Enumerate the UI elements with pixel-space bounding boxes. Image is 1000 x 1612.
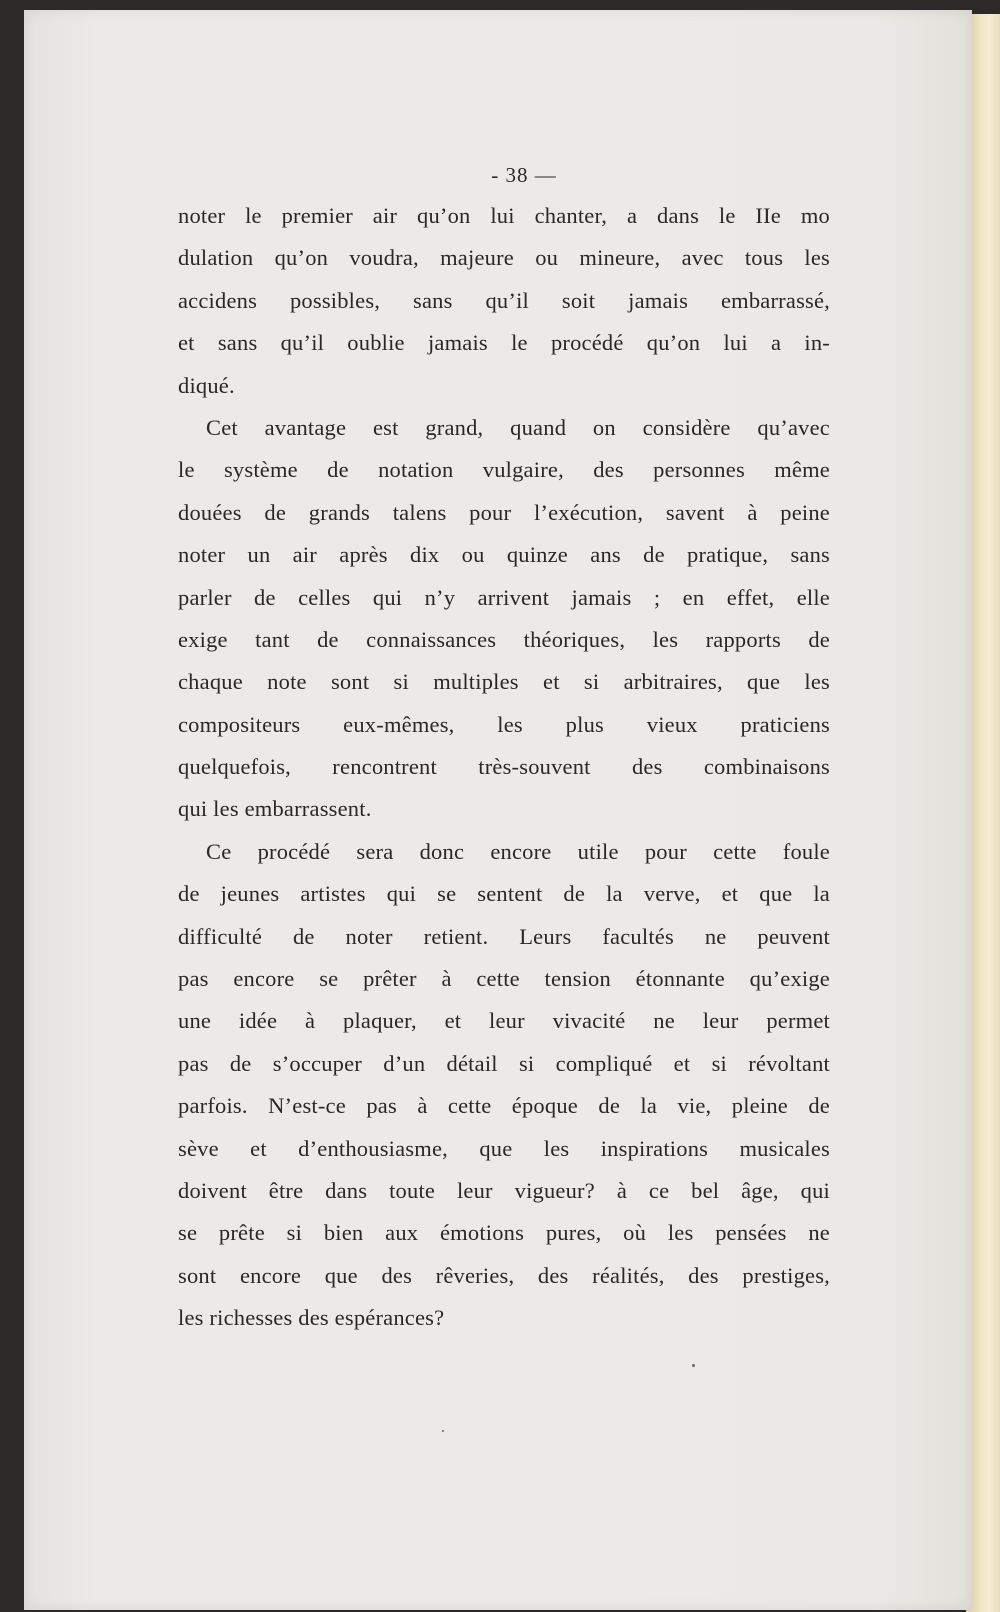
text-line: noter un air après dix ou quinze ans de pratique, sans [178, 542, 830, 568]
text-line: sont encore que des rêveries, des réalités, des prestiges, [178, 1262, 830, 1288]
text-line: compositeurs eux-mêmes, les plus vieux praticiens [178, 711, 830, 737]
text-line: noter le premier air qu’on lui chanter, a dans le IIe mo [178, 203, 830, 228]
text-line: parler de celles qui n’y arrivent jamais ; en effet, elle [178, 584, 830, 610]
paragraph [178, 831, 830, 1340]
text-line: parfois. N’est-ce pas à cette époque de la vie, pleine de [178, 1093, 830, 1119]
text-line: Cet avantage est grand, quand on considère qu’avec [206, 414, 830, 440]
text-line: douées de grands talens pour l’exécution, savent à peine [178, 499, 830, 525]
paper-speck [442, 1430, 444, 1432]
text-line: doivent être dans toute leur vigueur? à ce bel âge, qui [178, 1177, 830, 1203]
body-text [178, 195, 830, 1340]
paragraph [178, 195, 830, 407]
text-line: le système de notation vulgaire, des personnes même [178, 457, 830, 483]
text-line: une idée à plaquer, et leur vivacité ne leur permet [178, 1008, 830, 1034]
text-line: accidens possibles, sans qu’il soit jamais embarrassé, [178, 287, 830, 313]
text-line: dulation qu’on voudra, majeure ou mineure, avec tous les [178, 245, 830, 271]
text-line: quelquefois, rencontrent très-souvent des combinaisons [178, 754, 830, 780]
text-line: les richesses des espérances? [178, 1305, 445, 1331]
page-text [178, 155, 830, 1340]
text-line: exige tant de connaissances théoriques, les rapports de [178, 626, 830, 652]
text-line: de jeunes artistes qui se sentent de la verve, et que la [178, 881, 830, 907]
text-line: pas de s’occuper d’un détail si compliqué et si révoltant [178, 1050, 830, 1076]
text-line: qui les embarrassent. [178, 796, 372, 822]
text-line: pas encore se prêter à cette tension étonnante qu’exige [178, 966, 830, 992]
text-line: Ce procédé sera donc encore utile pour cette foule [206, 838, 830, 864]
paper-speck [692, 1364, 695, 1367]
text-line: sève et d’enthousiasme, que les inspirations musicales [178, 1135, 830, 1161]
page-number: - 38 — [491, 163, 557, 187]
text-line: chaque note sont si multiples et si arbitraires, que les [178, 669, 830, 695]
text-line: et sans qu’il oublie jamais le procédé qu’on lui a in- [178, 330, 830, 356]
paragraph [178, 407, 830, 831]
text-line: diqué. [178, 372, 235, 398]
text-line: se prête si bien aux émotions pures, où les pensées ne [178, 1220, 830, 1246]
text-line: difficulté de noter retient. Leurs facultés ne peuvent [178, 923, 830, 949]
